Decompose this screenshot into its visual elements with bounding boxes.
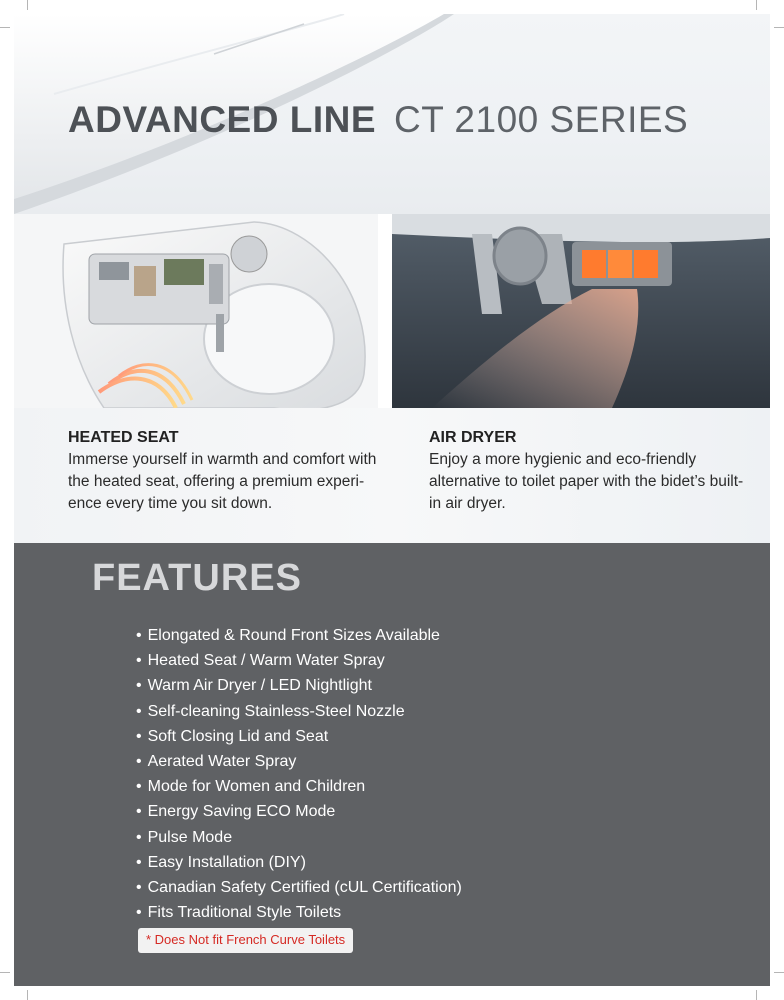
feature-text: Soft Closing Lid and Seat	[147, 727, 329, 745]
feature-text: Aerated Water Spray	[147, 753, 297, 771]
crop-mark	[27, 990, 28, 1000]
bullet: •	[136, 828, 142, 846]
crop-mark	[756, 990, 757, 1000]
feature-item	[136, 900, 462, 925]
feature-list	[136, 623, 462, 925]
heated-seat-benefit	[68, 428, 388, 515]
feature-text: Warm Air Dryer / LED Nightlight	[147, 677, 372, 695]
crop-mark	[774, 972, 784, 973]
feature-item	[136, 825, 462, 850]
feature-item	[136, 774, 462, 799]
feature-item	[136, 799, 462, 824]
bullet: •	[136, 753, 142, 771]
features-section	[14, 543, 770, 986]
bullet: •	[136, 879, 142, 897]
hero-banner	[14, 14, 770, 214]
feature-text: Fits Traditional Style Toilets	[147, 904, 342, 922]
benefit-title: HEATED SEAT	[68, 429, 179, 446]
features-title: FEATURES	[92, 557, 302, 599]
bullet: •	[136, 677, 142, 695]
crop-mark	[774, 27, 784, 28]
title-sub: CT 2100 SERIES	[394, 99, 689, 140]
bullet: •	[136, 652, 142, 670]
brochure-page	[14, 14, 770, 986]
bullet: •	[136, 702, 142, 720]
air-dryer-image	[392, 214, 770, 408]
feature-item	[136, 724, 462, 749]
page-title	[68, 98, 688, 142]
benefit-text: Enjoy a more hygienic and eco-friendly alternative to toilet paper with the bidet’s built-in air dryer.	[429, 451, 744, 512]
crop-mark	[756, 0, 757, 10]
feature-item	[136, 749, 462, 774]
feature-text: Energy Saving ECO Mode	[147, 803, 336, 821]
bullet: •	[136, 727, 142, 745]
heated-seat-image	[14, 214, 378, 408]
compatibility-note: * Does Not fit French Curve Toilets	[138, 928, 353, 953]
feature-item	[136, 648, 462, 673]
bullet: •	[136, 803, 142, 821]
feature-item	[136, 875, 462, 900]
feature-item	[136, 850, 462, 875]
feature-item	[136, 623, 462, 648]
feature-text: Easy Installation (DIY)	[147, 853, 306, 871]
feature-item	[136, 673, 462, 698]
feature-item	[136, 699, 462, 724]
bullet: •	[136, 853, 142, 871]
crop-mark	[27, 0, 28, 10]
feature-text: Self-cleaning Stainless-Steel Nozzle	[147, 702, 405, 720]
feature-text: Mode for Women and Children	[147, 778, 366, 796]
benefit-title: AIR DRYER	[429, 429, 517, 446]
bullet: •	[136, 904, 142, 922]
feature-text: Elongated & Round Front Sizes Available	[147, 627, 440, 644]
feature-text: Canadian Safety Certified (cUL Certification)	[147, 879, 462, 897]
crop-mark	[0, 972, 10, 973]
bullet: •	[136, 778, 142, 796]
bullet: •	[136, 627, 142, 644]
benefits-section	[14, 408, 770, 543]
air-dryer-benefit	[429, 428, 749, 515]
title-main: ADVANCED LINE	[68, 99, 376, 140]
feature-text: Pulse Mode	[147, 828, 233, 846]
feature-text: Heated Seat / Warm Water Spray	[147, 652, 385, 670]
crop-mark	[0, 27, 10, 28]
benefit-text: Immerse yourself in warmth and comfort with the heated seat, offering a premium experi-ence every time you sit down.	[68, 451, 377, 512]
